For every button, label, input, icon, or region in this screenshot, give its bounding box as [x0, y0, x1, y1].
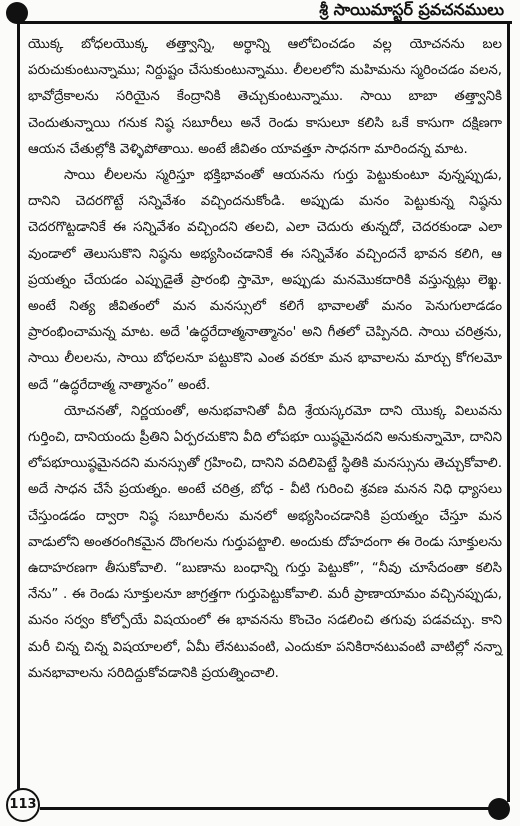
header-rule [20, 21, 512, 24]
paragraph-3: యోచనతో, నిర్ణయంతో, అనుభవానితో వీది శ్రేయస్కరమో దాని యొక్క విలువను గుర్తించి, దానియందు ప్రీతిని ఏర్పరచుకొని వీది లోపభూ యిష్ఠమైనదని అనుకున్నామో, దానిని లోపభూయిష్ఠమైనదని మనస్సుతో గ్రహించి, దానిని వదిలిపెట్టే స్థితికి మనస్సును తెచ్చుకోవాలి. అదే సాధన చేసే ప్రయత్నం. అంటే చరిత్ర, బోధ - వీటి గురించి శ్రవణ మనన నిధి ధ్యాసలు చేస్తుండడం ద్వారా నిష్ఠ సబూరీలను మనలో అభ్యసించడానికి ప్రయత్నం చేస్తూ మన వాడులోని అంతరంగికమైన దొంగలను గుర్తుపట్టాలి. అందుకు దోహదంగా ఈ రెండు సూక్తులను ఉదాహరణగా తీసుకోవాలి. “బుణాను బంధాన్ని గుర్తు పెట్టుకో”, “నీవు చూసేదంతా కలిసి నేను” . ఈ రెండు సూక్తులనూ జాగ్రత్తగా గుర్తుపెట్టుకోవాలి. మరీ ప్రాణాయామం వచ్చినప్పుడు, మనం సర్వం కోల్పోయే విషయంలో ఈ భావనను కొంచెం సడలించి తగువు పడవచ్చు. కాని మరీ చిన్న చిన్న విషయాలలో, ఏమీ లేనటువంటి, ఎందుకూ పనికిరానటువంటి వాటిల్లో నన్నా మనభావాలను సరిదిద్దుకోవడానికి ప్రయత్నించాలి. [28, 403, 502, 681]
running-header-title: శ్రీ సాయిమాస్టర్ ప్రవచనములు [315, 0, 508, 20]
page-number: 113 [6, 788, 40, 822]
paragraph-1: యొక్క బోధలయొక్క తత్త్వాన్ని, అర్థాన్ని ఆలోచించడం వల్ల యోచనను బల పరుచుకుంటున్నాము; నిర్దుష్టం చేసుకుంటున్నాము. లీలలలోని మహిమను స్మరించడం వలన, భావోద్రేకాలను సరియైన కేంద్రానికి తెచ్చుకుంటున్నాము. సాయి బాబా తత్త్వానికి చెందుతున్నాయి గనుక నిష్ఠ సబూరీలు అనే రెండు కాసులూ కలిసి ఒకే కాసుగా దక్షిణగా ఆయన చేతుల్లోకి వెళ్ళిపోతాయి. అంటే జీవితం యావత్తూ సాధనగా మారిందన్న మాట. [28, 37, 502, 157]
right-border-rule [507, 22, 510, 802]
footer-rule [40, 807, 490, 810]
body-text [28, 32, 502, 687]
footer-ornament-dot [488, 798, 510, 820]
paragraph-2: సాయి లీలలను స్మరిస్తూ భక్తిభావంతో ఆయనను గుర్తు పెట్టుకుంటూ వున్నప్పుడు, దానిని చెదరగొట్టే సన్నివేశం వచ్చిందనుకోండి. అప్పుడు మనం పెట్టుకున్న నిష్ఠను చెదరగొట్టడానికే ఈ సన్నివేశం వచ్చిందని తలచి, ఎలా చెదురు తున్నదో, చెదరకుండా ఎలా వుండాలో తెలుసుకొని నిష్ఠను అభ్యసించడానికే ఈ సన్నివేశం వచ్చిందనే భావన కలిగి, ఆ ప్రయత్నం చేయడం ఎప్పుడైతే ప్రారంభి స్తామో, అప్పుడు మనమొకదారికి వస్తున్నట్లు లెఖ్ఖ. అంటే నిత్య జీవితంలో మన మనస్సులో కలిగే భావాలతో మనం పెనుగులాడడం ప్రారంభించామన్న మాట. అదే 'ఉద్ధరేదాత్మనాత్మానం' అని గీతలో చెప్పినది. సాయి చరిత్రను, సాయి లీలలను, సాయి బోధలనూ పట్టుకొని ఎంత వరకూ మన భావాలను మార్చు కోగలమో అదే “ఉద్ధరేదాత్మ నాత్మానం” అంటే. [28, 168, 502, 393]
left-border-rule [17, 22, 20, 802]
